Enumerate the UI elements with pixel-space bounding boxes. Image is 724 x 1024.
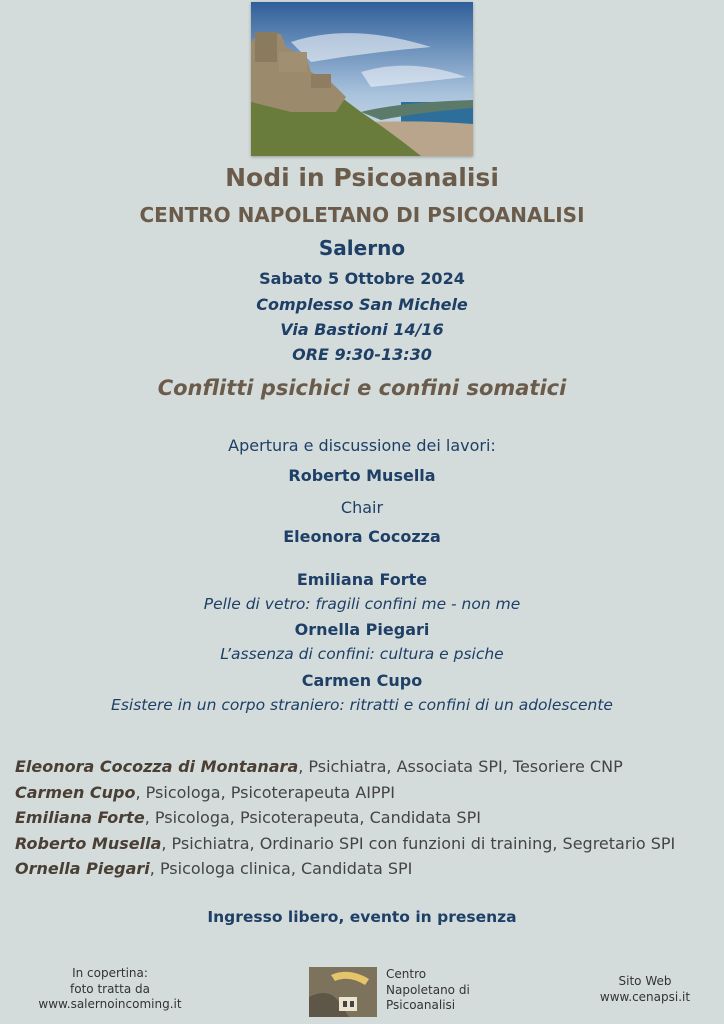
bio-role: , Psichiatra, Associata SPI, Tesoriere CNP [298, 757, 623, 776]
website-info [590, 974, 700, 1005]
bio-name: Eleonora Cocozza di Montanara [15, 757, 299, 776]
bio-name: Emiliana Forte [15, 808, 145, 827]
talk-title: Esistere in un corpo straniero: ritratti e confini di un adolescente [111, 696, 613, 714]
bio-item [15, 856, 715, 882]
logo-line: Napoletano di [386, 982, 470, 997]
talk-speaker: Ornella Piegari [294, 620, 430, 639]
event-hours: ORE 9:30-13:30 [292, 345, 432, 364]
talk-speaker: Emiliana Forte [296, 570, 428, 589]
event-date: Sabato 5 Ottobre 2024 [259, 269, 465, 288]
talk-title: L’assenza di confini: cultura e psiche [220, 645, 504, 663]
bio-name: Roberto Musella [15, 833, 162, 853]
bio-item [15, 805, 715, 831]
credit-line: In copertina: [72, 966, 148, 980]
logo-line: Psicoanalisi [386, 998, 456, 1012]
logo-caption [386, 967, 470, 1014]
website-label: Sito Web [618, 974, 672, 988]
bio-role: , Psicologa, Psicoterapeuta AIPPI [135, 782, 395, 802]
speaker-bios [15, 754, 715, 882]
event-address: Via Bastioni 14/16 [280, 320, 444, 339]
talk-title: Pelle di vetro: fragili confini me - non me [203, 595, 521, 613]
cnp-logo [309, 967, 377, 1017]
credit-link[interactable]: www.salernoincoming.it [38, 997, 182, 1011]
bio-item [15, 780, 715, 806]
credit-line: foto tratta da [70, 981, 150, 996]
bio-name: Ornella Piegari [15, 859, 150, 878]
event-venue: Complesso San Michele [256, 295, 468, 314]
opening-speaker: Roberto Musella [288, 466, 436, 485]
logo-line: Centro [386, 967, 427, 981]
chair-name: Eleonora Cocozza [283, 527, 441, 546]
cover-photo [251, 2, 473, 156]
website-link[interactable]: www.cenapsi.it [599, 989, 691, 1004]
event-city: Salerno [318, 236, 406, 260]
event-series-title: Nodi in Psicoanalisi [225, 163, 499, 192]
chair-label: Chair [340, 498, 384, 517]
talk-speaker: Carmen Cupo [301, 671, 423, 690]
bio-role: , Psichiatra, Ordinario SPI con funzioni di training, Segretario SPI [161, 833, 676, 853]
organization-name: CENTRO NAPOLETANO DI PSICOANALISI [139, 203, 585, 227]
bio-role: , Psicologa clinica, Candidata SPI [149, 859, 413, 878]
photo-credit [35, 966, 185, 1013]
entry-note: Ingresso libero, evento in presenza [207, 908, 517, 926]
bio-name: Carmen Cupo [15, 782, 136, 802]
bio-item [15, 831, 715, 857]
event-theme: Conflitti psichici e confini somatici [157, 376, 567, 400]
opening-label: Apertura e discussione dei lavori: [228, 436, 496, 455]
bio-item [15, 754, 715, 780]
bio-role: , Psicologa, Psicoterapeuta, Candidata SPI [144, 808, 481, 827]
